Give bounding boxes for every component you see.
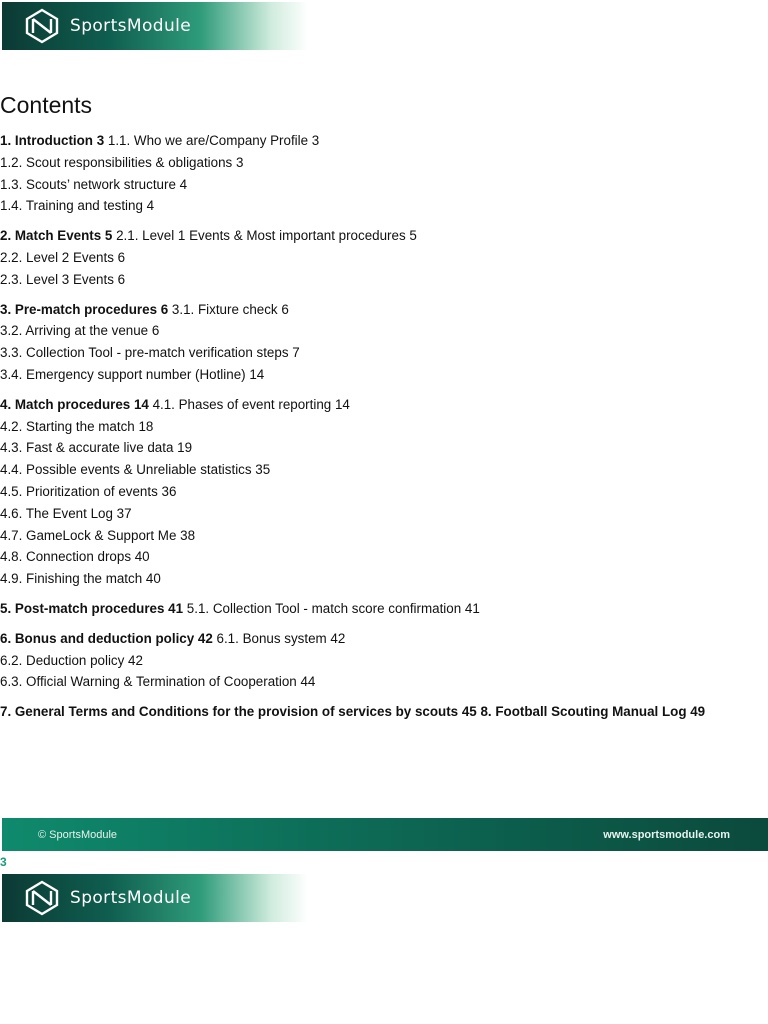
footer-copyright: © SportsModule bbox=[38, 828, 118, 841]
toc-entry[interactable] bbox=[0, 525, 768, 547]
toc-section bbox=[0, 225, 768, 290]
footer-website: www.sportsmodule.com bbox=[603, 828, 730, 841]
footer-bar bbox=[2, 818, 768, 851]
toc-entry[interactable] bbox=[0, 701, 768, 723]
toc-entry-text: 2.3. Level 3 Events 6 bbox=[0, 271, 126, 287]
toc-entry-text: 1.2. Scout responsibilities & obligations 3 bbox=[0, 154, 244, 170]
sportsmodule-logo-icon bbox=[24, 8, 60, 44]
toc-entry[interactable] bbox=[0, 195, 768, 217]
toc-section-title: 3. Pre-match procedures 6 bbox=[0, 301, 169, 317]
toc-entry[interactable] bbox=[0, 650, 768, 672]
toc-entry[interactable] bbox=[0, 342, 768, 364]
toc-entry[interactable] bbox=[0, 225, 768, 247]
toc-entry[interactable] bbox=[0, 174, 768, 196]
table-of-contents bbox=[0, 130, 768, 731]
toc-section-title: 5. Post-match procedures 41 bbox=[0, 600, 184, 616]
toc-entry[interactable] bbox=[0, 247, 768, 269]
toc-entry[interactable] bbox=[0, 546, 768, 568]
toc-entry[interactable] bbox=[0, 437, 768, 459]
toc-entry-text: 6.1. Bonus system 42 bbox=[212, 630, 346, 646]
toc-entry-text: 4.1. Phases of event reporting 14 bbox=[148, 396, 350, 412]
toc-entry[interactable] bbox=[0, 152, 768, 174]
toc-entry-text: 1.3. Scouts’ network structure 4 bbox=[0, 176, 188, 192]
toc-section-title: 4. Match procedures 14 bbox=[0, 396, 149, 412]
toc-entry-text: 3.3. Collection Tool - pre-match verification steps 7 bbox=[0, 345, 300, 361]
toc-entry[interactable] bbox=[0, 503, 768, 525]
toc-entry-text: 5.1. Collection Tool - match score confirmation 41 bbox=[183, 600, 480, 616]
toc-section bbox=[0, 130, 768, 217]
toc-entry[interactable] bbox=[0, 459, 768, 481]
toc-entry[interactable] bbox=[0, 598, 768, 620]
toc-entry[interactable] bbox=[0, 130, 768, 152]
toc-entry-text: 3.2. Arriving at the venue 6 bbox=[0, 323, 160, 339]
toc-entry[interactable] bbox=[0, 364, 768, 386]
toc-entry-text: 4.7. GameLock & Support Me 38 bbox=[0, 527, 196, 543]
toc-entry-text: 4.8. Connection drops 40 bbox=[0, 549, 150, 565]
toc-entry-text: 4.4. Possible events & Unreliable statistics 35 bbox=[0, 462, 271, 478]
toc-section-title: 6. Bonus and deduction policy 42 bbox=[0, 630, 213, 646]
toc-entry-text: 6.2. Deduction policy 42 bbox=[0, 652, 143, 668]
toc-section bbox=[0, 394, 768, 590]
toc-entry-text: 1.4. Training and testing 4 bbox=[0, 198, 155, 214]
toc-section bbox=[0, 598, 768, 620]
toc-entry[interactable] bbox=[0, 481, 768, 503]
toc-entry-text: 3.4. Emergency support number (Hotline) 14 bbox=[0, 366, 265, 382]
toc-entry[interactable] bbox=[0, 416, 768, 438]
toc-entry-text: 2.2. Level 2 Events 6 bbox=[0, 249, 126, 265]
toc-section-title: 2. Match Events 5 bbox=[0, 228, 113, 244]
toc-section bbox=[0, 628, 768, 693]
toc-entry[interactable] bbox=[0, 320, 768, 342]
toc-entry-text: 4.5. Prioritization of events 36 bbox=[0, 483, 177, 499]
toc-entry-text: 1.1. Who we are/Company Profile 3 bbox=[104, 133, 320, 148]
toc-section bbox=[0, 299, 768, 386]
toc-section bbox=[0, 701, 768, 723]
toc-entry[interactable] bbox=[0, 671, 768, 693]
brand-name: SportsModule bbox=[70, 888, 192, 908]
toc-entry[interactable] bbox=[0, 394, 768, 416]
toc-entry-text: 4.2. Starting the match 18 bbox=[0, 418, 154, 434]
page-title: Contents bbox=[0, 92, 93, 118]
page-number: 3 bbox=[0, 855, 7, 869]
toc-entry-text: 4.9. Finishing the match 40 bbox=[0, 571, 161, 587]
toc-entry[interactable] bbox=[0, 269, 768, 291]
toc-entry-text: 4.3. Fast & accurate live data 19 bbox=[0, 440, 193, 456]
toc-entry[interactable] bbox=[0, 299, 768, 321]
header-brand-bar bbox=[2, 2, 308, 50]
sportsmodule-logo-icon bbox=[24, 880, 60, 916]
toc-entry-text: 6.3. Official Warning & Termination of Cooperation 44 bbox=[0, 674, 316, 690]
toc-section-title: 7. General Terms and Conditions for the provision of services by scouts 45 8. Football Scouting Manual Log 49 bbox=[0, 704, 706, 720]
brand-name: SportsModule bbox=[70, 16, 192, 36]
toc-entry[interactable] bbox=[0, 628, 768, 650]
toc-section-title: 1. Introduction 3 bbox=[0, 133, 105, 148]
toc-entry-text: 4.6. The Event Log 37 bbox=[0, 505, 132, 521]
toc-entry-text: 3.1. Fixture check 6 bbox=[168, 301, 289, 317]
header-brand-bar-next-page bbox=[2, 874, 308, 922]
toc-entry-text: 2.1. Level 1 Events & Most important procedures 5 bbox=[112, 228, 417, 244]
toc-entry[interactable] bbox=[0, 568, 768, 590]
